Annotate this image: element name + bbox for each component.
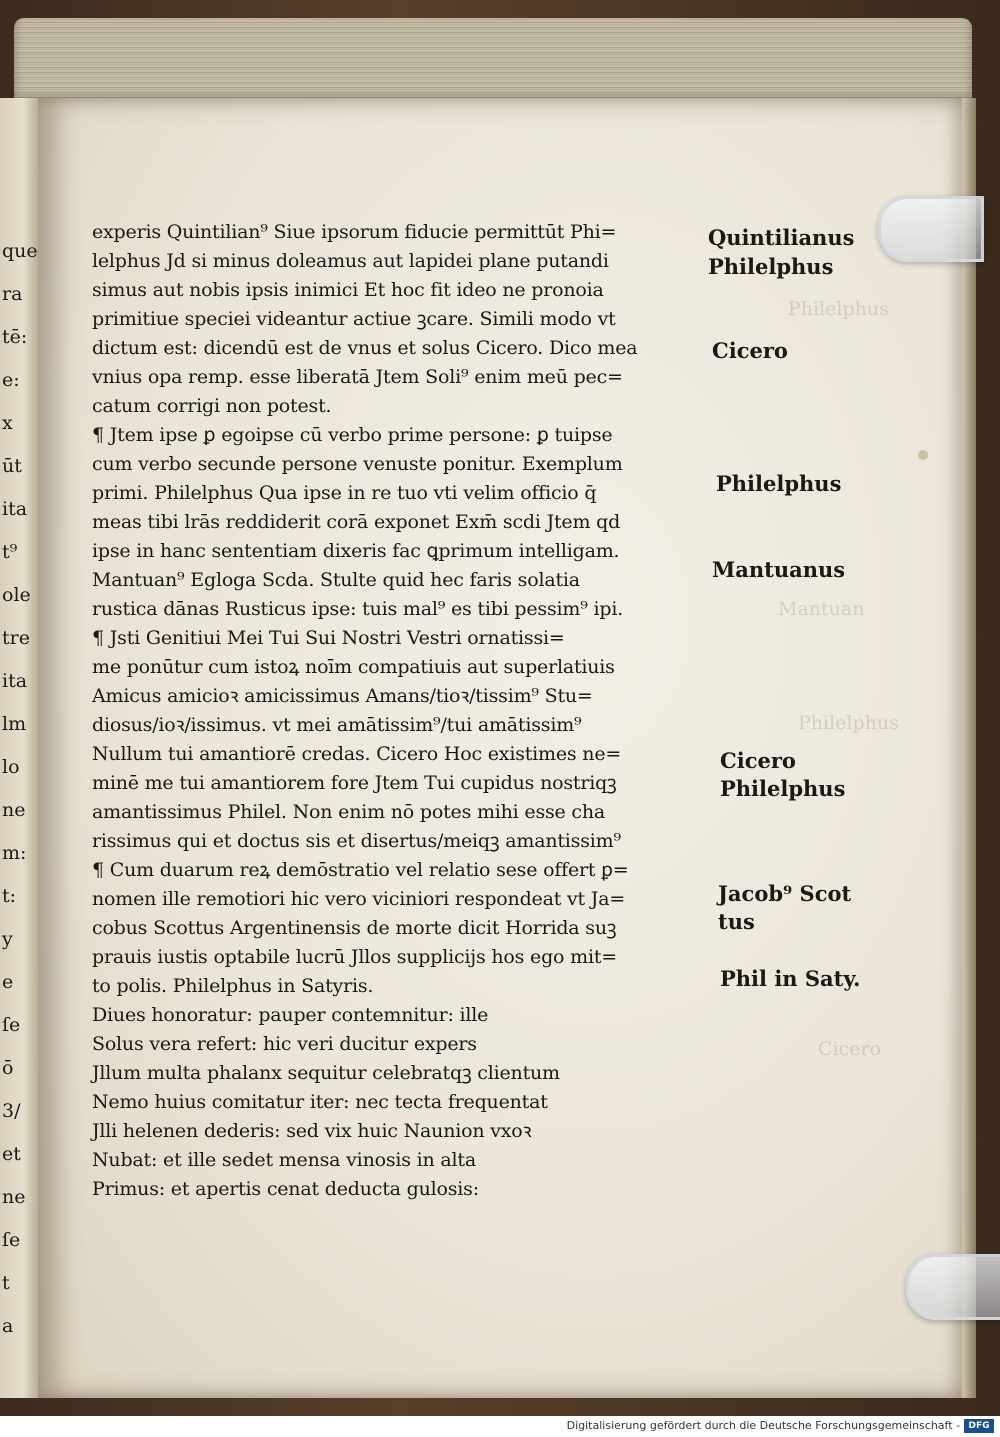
text-line: Nemo huius comitatur iter: nec tecta frequentat: [92, 1091, 548, 1113]
facing-page-fragment: ra: [2, 283, 23, 305]
show-through-ghost: Mantuan: [778, 598, 865, 620]
page-clip-bottom: [906, 1254, 1000, 1320]
facing-page-fragment: tre: [2, 627, 30, 649]
text-line: catum corrigi non potest.: [92, 395, 332, 417]
main-text-block: [92, 218, 712, 1204]
facing-page-fragment: ō: [2, 1057, 14, 1079]
margin-note: Philelphus: [720, 776, 846, 801]
text-line: simus aut nobis ipsis inimici Et hoc fit ideo ne pronoia: [92, 279, 604, 301]
text-line: prauis iustis optabile lucrū Jllos supplicijs hos ego mit=: [92, 946, 617, 968]
text-line: rissimus qui et doctus sis et disertus/meiqꝫ amantissim⁹: [92, 830, 621, 852]
margin-note: tus: [718, 909, 755, 934]
facing-page-fragment: x: [2, 412, 13, 434]
text-line: lelphus Jd si minus doleamus aut lapidei plane putandi: [92, 250, 609, 272]
text-line: Primus: et apertis cenat deducta gulosis:: [92, 1178, 479, 1200]
facing-page-edge: [0, 98, 40, 1398]
text-line: Diues honoratur: pauper contemnitur: ille: [92, 1004, 489, 1026]
facing-page-fragment: 3/: [2, 1100, 21, 1122]
facing-page-fragment: ūt: [2, 455, 22, 477]
margin-note: Mantuanus: [712, 557, 846, 582]
text-line: rustica dānas Rusticus ipse: tuis mal⁹ es tibi pessim⁹ ipi.: [92, 598, 624, 620]
facing-page-fragment: y: [2, 928, 13, 950]
facing-page-fragment: ita: [2, 670, 28, 692]
text-line: ¶ Cum duarum reꝝ demōstratio vel relatio sese offert ꝑ=: [92, 859, 629, 881]
facing-page-fragment: que: [2, 240, 38, 262]
text-line: cobus Scottus Argentinensis de morte dicit Horrida suꝫ: [92, 917, 617, 939]
margin-note: Jacob⁹ Scot: [718, 881, 852, 906]
facing-page-fragment: e:: [2, 369, 20, 391]
margin-note: Philelphus: [708, 254, 834, 279]
text-line: me ponūtur cum istoꝝ noīm compatiuis aut superlatiuis: [92, 656, 615, 678]
funding-credit: Digitalisierung gefördert durch die Deutsche Forschungsgemeinschaft -: [566, 1419, 960, 1432]
text-line: Nubat: et ille sedet mensa vinosis in alta: [92, 1149, 476, 1171]
text-line: Mantuan⁹ Egloga Scda. Stulte quid hec faris solatia: [92, 569, 580, 591]
text-line: Jllum multa phalanx sequitur celebratqꝫ clientum: [92, 1062, 560, 1084]
text-line: cum verbo secunde persone venuste ponitur. Exemplum: [92, 453, 623, 475]
page-fore-edge: [962, 98, 976, 1398]
show-through-ghost: Philelphus: [798, 712, 899, 734]
text-line: ipse in hanc sententiam dixeris fac ꝗprimum intelligam.: [92, 540, 620, 562]
text-line: amantissimus Philel. Non enim nō potes mihi esse cha: [92, 801, 606, 823]
text-line: diosus/ioꝛ/issimus. vt mei amātissim⁹/tui amātissim⁹: [92, 714, 582, 736]
text-line: ¶ Jtem ipse ꝑ egoipse cū verbo prime persone: ꝑ tuipse: [92, 424, 613, 446]
text-line: Jlli helenen dederis: sed vix huic Naunion vxoꝛ: [92, 1120, 532, 1142]
text-line: nomen ille remotiori hic vero viciniori respondeat vt Ja=: [92, 888, 626, 910]
margin-note: Cicero: [720, 748, 796, 773]
facing-page-fragment: tē:: [2, 326, 28, 348]
text-line: to polis. Philelphus in Satyris.: [92, 975, 374, 997]
show-through-ghost: Cicero: [818, 1038, 882, 1060]
show-through-ghost: Philelphus: [788, 298, 889, 320]
text-line: Solus vera refert: hic veri ducitur expers: [92, 1033, 477, 1055]
text-line: minē me tui amantiorem fore Jtem Tui cupidus nostriqꝫ: [92, 772, 617, 794]
margin-note: Quintilianus: [708, 225, 855, 250]
facing-page-fragment: lm: [2, 713, 27, 735]
facing-page-fragment: ne: [2, 1186, 26, 1208]
page-clip-top: [878, 196, 984, 262]
margin-note: Philelphus: [716, 471, 842, 496]
text-line: ¶ Jsti Genitiui Mei Tui Sui Nostri Vestri ornatissi=: [92, 627, 565, 649]
footer-bar: [0, 1416, 1000, 1437]
text-line: Nullum tui amantiorē credas. Cicero Hoc existimes ne=: [92, 743, 622, 765]
page-edges: [14, 18, 972, 104]
facing-page-fragment: ſe: [2, 1229, 21, 1251]
facing-page-fragment: a: [2, 1315, 14, 1337]
text-line: experis Quintilian⁹ Siue ipsorum fiducie permittūt Phi=: [92, 221, 617, 243]
text-line: meas tibi lrās reddiderit corā exponet Exm̄ scdi Jtem qd: [92, 511, 621, 533]
dfg-logo: DFG: [964, 1419, 994, 1433]
facing-page-fragment: m:: [2, 842, 27, 864]
paper-speck: [918, 450, 928, 460]
facing-page-fragment: t:: [2, 885, 17, 907]
text-line: dictum est: dicendū est de vnus et solus Cicero. Dico mea: [92, 337, 638, 359]
facing-page-fragment: et: [2, 1143, 21, 1165]
facing-page-fragment: ne: [2, 799, 26, 821]
facing-page-fragment: ole: [2, 584, 31, 606]
margin-note: Phil in Saty.: [720, 966, 861, 991]
facing-page-fragment: t⁹: [2, 541, 18, 563]
facing-page-fragment: ita: [2, 498, 28, 520]
facing-page-fragment: e: [2, 971, 14, 993]
facing-page-fragment: t: [2, 1272, 10, 1294]
text-line: primitiue speciei videantur actiue ꝫcare. Simili modo vt: [92, 308, 616, 330]
margin-note: Cicero: [712, 338, 788, 363]
text-line: vnius opa remp. esse liberatā Jtem Soli⁹ enim meū pec=: [92, 366, 623, 388]
text-line: Amicus amicioꝛ amicissimus Amans/tioꝛ/tissim⁹ Stu=: [92, 685, 593, 707]
facing-page-fragment: lo: [2, 756, 20, 778]
facing-page-fragment: ſe: [2, 1014, 21, 1036]
text-line: primi. Philelphus Qua ipse in re tuo vti velim officio q̄: [92, 482, 597, 504]
